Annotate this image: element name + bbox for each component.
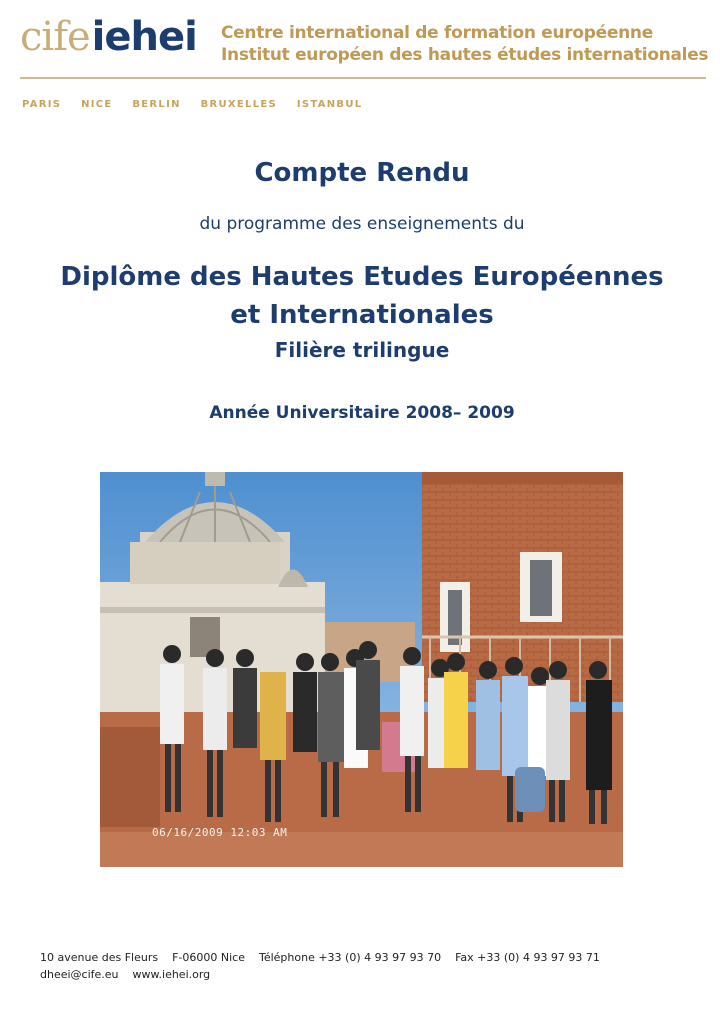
logo-cife: cife (20, 14, 90, 60)
footer-website-link[interactable]: www.iehei.org (132, 968, 211, 981)
logo-iehei: iehei (91, 14, 197, 60)
document-title: Compte Rendu (254, 158, 470, 188)
diploma-title (0, 258, 724, 334)
cities-list (22, 99, 377, 110)
track-title: Filière trilingue (274, 338, 450, 362)
diploma-title-line-2: et Internationales (230, 300, 494, 330)
institution-line-2: Institut européen des hautes études internationales (221, 45, 709, 65)
city-item: PARIS (22, 99, 62, 110)
institution-names (221, 22, 708, 66)
diploma-title-line-1: Diplôme des Hautes Etudes Européennes (60, 262, 664, 292)
city-item: BRUXELLES (200, 99, 278, 110)
city-item: NICE (81, 99, 113, 110)
footer-contact (40, 949, 614, 983)
city-item: BERLIN (132, 99, 181, 110)
institution-line-1: Centre international de formation européenne (221, 23, 653, 43)
footer-city: F-06000 Nice (172, 951, 245, 964)
footer-phone: Téléphone +33 (0) 4 93 97 93 70 (258, 951, 442, 964)
footer-address: 10 avenue des Fleurs (40, 951, 159, 964)
group-photo-illustration (100, 472, 623, 867)
footer-row-2 (40, 966, 614, 983)
header-divider (20, 77, 706, 79)
footer-email-link[interactable]: dheei@cife.eu (40, 968, 119, 981)
academic-year: Année Universitaire 2008– 2009 (209, 403, 515, 423)
footer-row-1 (40, 949, 614, 966)
document-intro: du programme des enseignements du (199, 214, 525, 234)
footer-fax: Fax +33 (0) 4 93 97 93 71 (455, 951, 600, 964)
city-item: ISTANBUL (296, 99, 363, 110)
photo-date-stamp: 06/16/2009 12:03 AM (152, 826, 288, 839)
group-photo (100, 472, 623, 867)
cife-iehei-logo (20, 14, 197, 70)
